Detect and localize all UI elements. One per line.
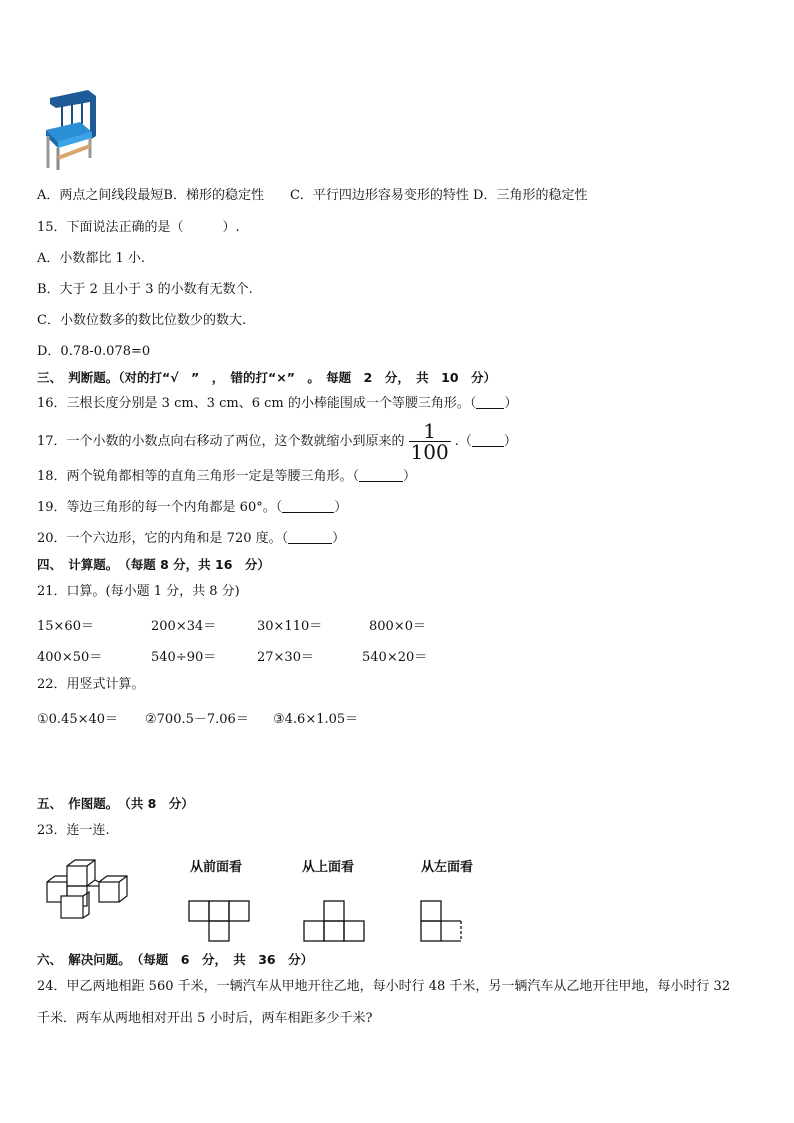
q15-option-c: C．小数位数多的数比位数少的数大. bbox=[37, 313, 247, 328]
q17-post: .（ bbox=[454, 434, 472, 449]
q18 bbox=[37, 469, 416, 485]
label-top-view: 从上面看 bbox=[302, 860, 355, 875]
q21-r2-c1: 400×50＝ bbox=[37, 650, 103, 665]
q20-close: ） bbox=[332, 531, 346, 546]
q19-answer-blank[interactable] bbox=[282, 500, 334, 513]
chair-image bbox=[40, 88, 106, 170]
top-view-shape bbox=[303, 900, 367, 944]
q21-r1-c2: 200×34＝ bbox=[151, 619, 217, 634]
q24-line-2: 千米．两车从两地相对开出 5 小时后，两车相距多少千米? bbox=[37, 1011, 373, 1026]
q17-pre: 17．一个小数的小数点向右移动了两位，这个数就缩小到原来的 bbox=[37, 434, 405, 449]
q18-text: 18．两个锐角都相等的直角三角形一定是等腰三角形。（ bbox=[37, 469, 360, 484]
q15-option-a: A．小数都比 1 小. bbox=[37, 251, 146, 266]
section-6-title: 六、 解决问题。 （每题 6 分， 共 36 分） bbox=[37, 952, 314, 967]
q21-r1-c4: 800×0＝ bbox=[369, 619, 426, 634]
q17-numerator: 1 bbox=[409, 421, 451, 442]
section-4-title: 四、 计算题。 （每题 8 分，共 16 分） bbox=[37, 557, 270, 572]
q17-denominator: 100 bbox=[410, 440, 449, 464]
q20-text: 20．一个六边形，它的内角和是 720 度。（ bbox=[37, 531, 289, 546]
section-3-title: 三、 判断题。（对的打“√ ” ， 错的打“×” 。 每题 2 分， 共 10 分） bbox=[37, 370, 497, 385]
q17-answer-blank[interactable] bbox=[472, 434, 504, 447]
q18-close: ） bbox=[403, 469, 417, 484]
q16 bbox=[37, 396, 517, 412]
q14-options: A．两点之间线段最短B．梯形的稳定性 C．平行四边形容易变形的特性 D．三角形的稳定性 bbox=[37, 188, 588, 203]
q21-r2-c4: 540×20＝ bbox=[362, 650, 428, 665]
front-view-shape bbox=[188, 900, 252, 944]
q16-text: 16．三根长度分别是 3 cm、3 cm、6 cm 的小棒能围成一个等腰三角形。（ bbox=[37, 396, 477, 411]
label-left-view: 从左面看 bbox=[421, 860, 474, 875]
q24-line-1: 24．甲乙两地相距 560 千米，一辆汽车从甲地开往乙地，每小时行 48 千米，另一辆汽车从乙地开往甲地，每小时行 32 bbox=[37, 979, 731, 994]
q23-stem: 23．连一连. bbox=[37, 823, 110, 838]
q21-r2-c3: 27×30＝ bbox=[257, 650, 314, 665]
q22-stem: 22．用竖式计算。 bbox=[37, 677, 145, 692]
q16-answer-blank[interactable] bbox=[476, 396, 504, 409]
q16-close: ） bbox=[504, 396, 518, 411]
q21-r2-c2: 540÷90＝ bbox=[151, 650, 217, 665]
q20-answer-blank[interactable] bbox=[288, 531, 332, 544]
q21-stem: 21．口算。(每小题 1 分，共 8 分) bbox=[37, 584, 240, 599]
q21-r1-c1: 15×60＝ bbox=[37, 619, 94, 634]
q22-item-3: ③4.6×1.05＝ bbox=[273, 712, 359, 727]
q18-answer-blank[interactable] bbox=[359, 469, 403, 482]
q20 bbox=[37, 531, 345, 547]
q15-stem: 15．下面说法正确的是（ ）. bbox=[37, 220, 240, 235]
q17-fraction bbox=[409, 421, 451, 462]
q19-close: ） bbox=[334, 500, 348, 515]
q17 bbox=[37, 421, 517, 462]
q21-r1-c3: 30×110＝ bbox=[257, 619, 323, 634]
left-view-shape bbox=[420, 900, 466, 944]
q22-item-2: ②700.5－7.06＝ bbox=[145, 712, 249, 727]
section-5-title: 五、 作图题。 （共 8 分） bbox=[37, 796, 194, 811]
cube-stack-figure bbox=[43, 858, 129, 922]
label-front-view: 从前面看 bbox=[190, 860, 243, 875]
q22-item-1: ①0.45×40＝ bbox=[37, 712, 119, 727]
q19 bbox=[37, 500, 347, 516]
q15-option-b: B．大于 2 且小于 3 的小数有无数个. bbox=[37, 282, 253, 297]
q15-option-d: D．0.78-0.078=0 bbox=[37, 344, 151, 359]
q19-text: 19．等边三角形的每一个内角都是 60°。（ bbox=[37, 500, 283, 515]
q17-close: ） bbox=[503, 434, 517, 449]
